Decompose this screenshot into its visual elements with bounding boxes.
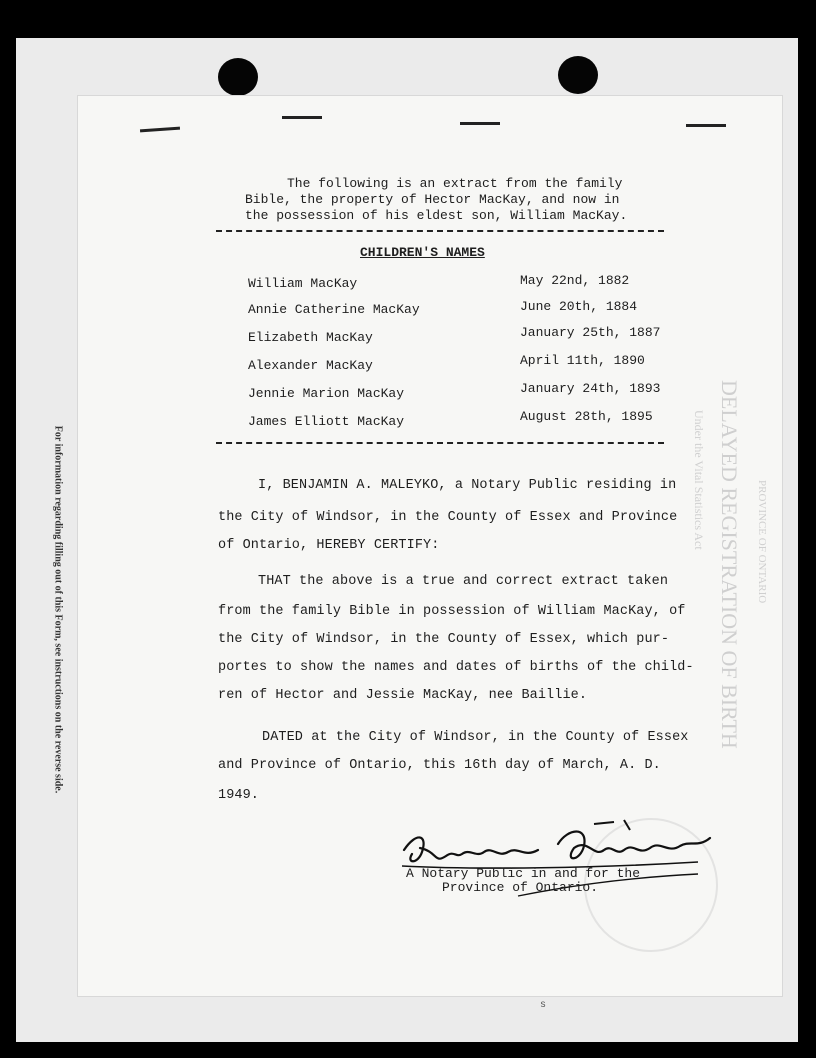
intro-line: The following is an extract from the family <box>287 176 623 191</box>
dated-line: and Province of Ontario, this 16th day of March, A. D. <box>218 758 661 773</box>
child-birth-date: May 22nd, 1882 <box>520 273 630 288</box>
that-line: portes to show the names and dates of births of the child- <box>218 660 694 675</box>
child-name: Elizabeth MacKay <box>248 330 373 345</box>
dashed-divider <box>216 442 664 444</box>
intro-paragraph <box>245 176 685 224</box>
punch-hole-right <box>558 56 598 94</box>
bleed-through-title: DELAYED REGISTRATION OF BIRTH <box>717 380 742 749</box>
child-name: William MacKay <box>248 276 358 291</box>
child-birth-date: January 25th, 1887 <box>520 325 661 340</box>
children-heading: CHILDREN'S NAMES <box>360 245 485 260</box>
intro-line: Bible, the property of Hector MacKay, and now in <box>245 192 620 207</box>
intro-line: the possession of his eldest son, William MacKay. <box>245 208 628 223</box>
bleed-through-province: PROVINCE OF ONTARIO <box>756 480 768 604</box>
dated-line: 1949. <box>218 788 260 803</box>
notary-title-line: Province of Ontario. <box>442 880 599 895</box>
child-birth-date: April 11th, 1890 <box>520 353 645 368</box>
staple-mark <box>686 124 726 127</box>
notary-title-line: A Notary Public in and for the <box>406 866 641 881</box>
dated-line: DATED at the City of Windsor, in the County of Essex <box>262 730 689 745</box>
side-instruction-note: For information regarding filling out of this Form, see instructions on the reverse side. <box>52 425 64 794</box>
staple-mark <box>460 122 500 125</box>
certify-line: the City of Windsor, in the County of Essex and Province <box>218 510 678 525</box>
corner-mark: s <box>540 1000 547 1011</box>
dashed-divider <box>216 230 664 232</box>
that-line: from the family Bible in possession of William MacKay, of <box>218 604 686 619</box>
child-name: Annie Catherine MacKay <box>248 302 420 317</box>
punch-hole-left <box>218 58 258 96</box>
child-name: James Elliott MacKay <box>248 414 405 429</box>
child-name: Alexander MacKay <box>248 358 373 373</box>
child-birth-date: August 28th, 1895 <box>520 409 653 424</box>
that-line: THAT the above is a true and correct extract taken <box>258 574 669 589</box>
child-name: Jennie Marion MacKay <box>248 386 405 401</box>
bleed-through-subtitle: Under the Vital Statistics Act <box>692 410 706 550</box>
that-line: ren of Hector and Jessie MacKay, nee Baillie. <box>218 688 588 703</box>
child-birth-date: January 24th, 1893 <box>520 381 661 396</box>
certify-line: of Ontario, HEREBY CERTIFY: <box>218 538 440 553</box>
staple-mark <box>282 116 322 119</box>
child-birth-date: June 20th, 1884 <box>520 299 638 314</box>
certify-line: I, BENJAMIN A. MALEYKO, a Notary Public residing in <box>258 478 677 493</box>
that-line: the City of Windsor, in the County of Essex, which pur- <box>218 632 670 647</box>
